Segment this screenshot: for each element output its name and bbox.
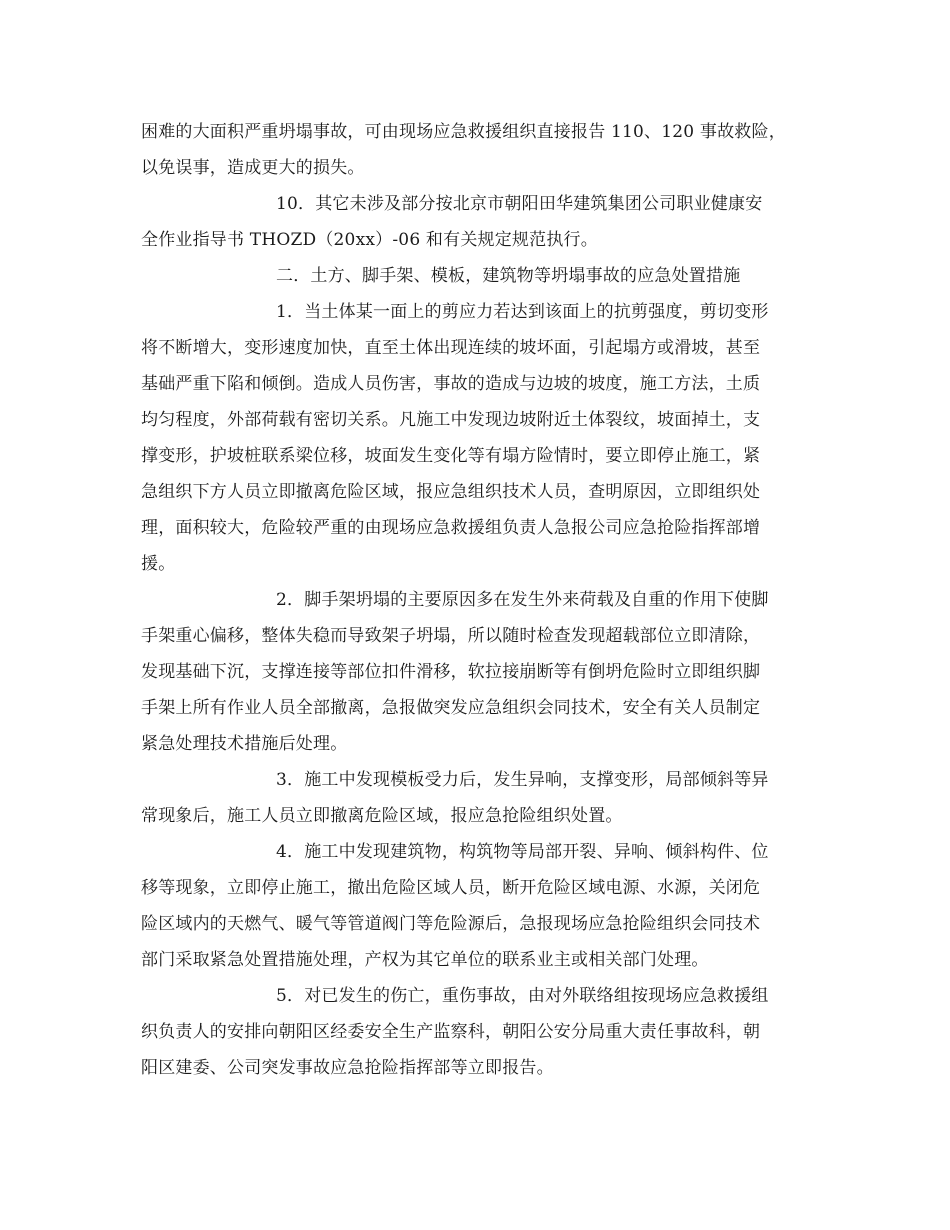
text-line: 均匀程度，外部荷载有密切关系。凡施工中发现边坡附近土体裂纹，坡面掉土，支 [141, 410, 761, 430]
paragraph-item-2 [141, 582, 821, 762]
paragraph-continued [141, 114, 821, 186]
text-line: 援。 [141, 554, 176, 574]
paragraph-item-10 [141, 186, 821, 258]
text-line: 基础严重下陷和倾倒。造成人员伤害，事故的造成与边坡的坡度，施工方法，土质 [141, 374, 761, 394]
section-title: 二．土方、脚手架、模板，建筑物等坍塌事故的应急处置措施 [276, 266, 741, 286]
text-line: 2．脚手架坍塌的主要原因多在发生外来荷载及自重的作用下使脚 [276, 590, 769, 610]
text-line: 理，面积较大，危险较严重的由现场应急救援组负责人急报公司应急抢险指挥部增 [141, 518, 761, 538]
text-line: 移等现象，立即停止施工，撤出危险区域人员，断开危险区域电源、水源，关闭危 [141, 878, 761, 898]
text-line: 3．施工中发现模板受力后，发生异响，支撑变形，局部倾斜等异 [276, 770, 769, 790]
text-line: 手架上所有作业人员全部撤离，急报做突发应急组织会同技术，安全有关人员制定 [141, 698, 761, 718]
text-line: 撑变形，护坡桩联系梁位移，坡面发生变化等有塌方险情时，要立即停止施工，紧 [141, 446, 761, 466]
paragraph-item-4 [141, 834, 821, 978]
text-line: 阳区建委、公司突发事故应急抢险指挥部等立即报告。 [141, 1058, 554, 1078]
text-line: 手架重心偏移，整体失稳而导致架子坍塌，所以随时检查发现超载部位立即清除， [141, 626, 761, 646]
text-line: 困难的大面积严重坍塌事故，可由现场应急救援组织直接报告 110、120 事故救险， [141, 122, 786, 142]
text-line: 全作业指导书 THOZD（20xx）-06 和有关规定规范执行。 [141, 230, 598, 250]
paragraph-item-5 [141, 978, 821, 1086]
section-heading [141, 258, 821, 294]
document-body [141, 114, 821, 1086]
text-line: 5．对已发生的伤亡，重伤事故，由对外联络组按现场应急救援组 [276, 986, 769, 1006]
text-line: 将不断增大，变形速度加快，直至土体出现连续的坡坏面，引起塌方或滑坡，甚至 [141, 338, 761, 358]
text-line: 急组织下方人员立即撤离危险区域，报应急组织技术人员，查明原因，立即组织处 [141, 482, 761, 502]
text-line: 10．其它未涉及部分按北京市朝阳田华建筑集团公司职业健康安 [276, 194, 763, 214]
paragraph-item-1 [141, 294, 821, 582]
text-line: 部门采取紧急处置措施处理，产权为其它单位的联系业主或相关部门处理。 [141, 950, 709, 970]
text-line: 发现基础下沉，支撑连接等部位扣件滑移，软拉接崩断等有倒坍危险时立即组织脚 [141, 662, 761, 682]
text-line: 紧急处理技术措施后处理。 [141, 734, 348, 754]
text-line: 织负责人的安排向朝阳区经委安全生产监察科，朝阳公安分局重大责任事故科，朝 [141, 1022, 761, 1042]
text-line: 1．当土体某一面上的剪应力若达到该面上的抗剪强度，剪切变形 [276, 302, 769, 322]
text-line: 险区域内的天燃气、暖气等管道阀门等危险源后，急报现场应急抢险组织会同技术 [141, 914, 761, 934]
paragraph-item-3 [141, 762, 821, 834]
text-line: 常现象后，施工人员立即撤离危险区域，报应急抢险组织处置。 [141, 806, 623, 826]
text-line: 以免误事，造成更大的损失。 [141, 158, 365, 178]
text-line: 4．施工中发现建筑物，构筑物等局部开裂、异响、倾斜构件、位 [276, 842, 769, 862]
